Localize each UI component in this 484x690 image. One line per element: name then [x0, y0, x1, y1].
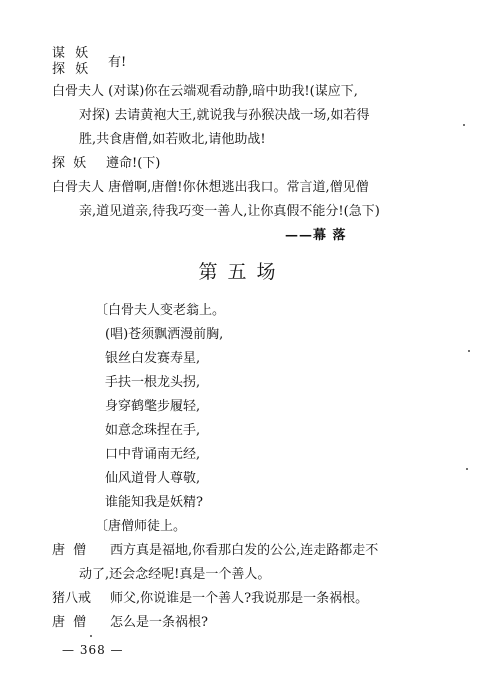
- dialogue-tang-seng-1: 西方真是福地,你看那白发的公公,连走路都走不: [110, 543, 379, 558]
- scan-speck: [90, 635, 92, 637]
- speaker-tan-yao: 探 妖: [52, 62, 92, 77]
- dialogue-line-baigu-1-cont: 对探) 去请黄袍大王,就说我与孙猴决战一场,如若得: [79, 108, 370, 123]
- verse-line: 仙风道骨人尊敬,: [105, 471, 201, 486]
- scan-speck: [468, 350, 470, 352]
- curtain-falls: ——幕 落: [285, 228, 347, 243]
- dual-speaker-block: [52, 46, 102, 80]
- verse-line: (唱)苍须飘洒漫前胸,: [105, 327, 224, 342]
- speaker-tang-seng-2: 唐 僧: [52, 615, 89, 630]
- dialogue-tang-seng-1-cont: 动了,还会念经呢!真是一个善人。: [79, 567, 271, 582]
- dialogue-zhu-bajie: 师父,你说谁是一个善人?我说那是一条祸根。: [110, 591, 369, 606]
- verse-line: 如意念珠捏在手,: [105, 423, 201, 438]
- stage-direction-1: 〔白骨夫人变老翁上。: [95, 303, 226, 318]
- page-number: — 368 —: [62, 643, 124, 657]
- scan-speck: [466, 468, 468, 470]
- speaker-mou-yao: 谋 妖: [52, 46, 92, 61]
- dialogue-tang-seng-2: 怎么是一条祸根?: [110, 615, 208, 630]
- verse-line: 银丝白发赛寿星,: [105, 351, 201, 366]
- speaker-zhu-bajie: 猪八戒: [52, 591, 92, 606]
- verse-line: 口中背诵南无经,: [105, 447, 201, 462]
- dialogue-line-baigu-1-cont2: 胜,共食唐僧,如若败北,请他助战!: [79, 132, 266, 147]
- dialogue-line-baigu-2: 白骨夫人 唐僧啊,唐僧!你休想逃出我口。常言道,僧见僧: [52, 180, 369, 195]
- scene-title: 第五场: [198, 261, 286, 283]
- speaker-tan-yao-2: 探 妖: [52, 156, 89, 171]
- verse-line: 谁能知我是妖精?: [105, 495, 203, 510]
- speaker-tang-seng-1: 唐 僧: [52, 543, 89, 558]
- verse-line: 身穿鹤氅步履轻,: [105, 399, 201, 414]
- scan-speck: [463, 124, 465, 126]
- verse-line: 手扶一根龙头拐,: [105, 375, 201, 390]
- dialogue-line-baigu-2-cont: 亲,道见道亲,待我巧变一善人,让你真假不能分!(急下): [79, 204, 380, 219]
- dual-speaker-line: 有!: [108, 55, 127, 70]
- dialogue-line-baigu-1: 白骨夫人 (对谋)你在云端观看动静,暗中助我!(谋应下,: [52, 84, 358, 99]
- dialogue-line-tan-yao: 遵命!(下): [106, 156, 161, 171]
- stage-direction-2: 〔唐僧师徒上。: [95, 519, 187, 534]
